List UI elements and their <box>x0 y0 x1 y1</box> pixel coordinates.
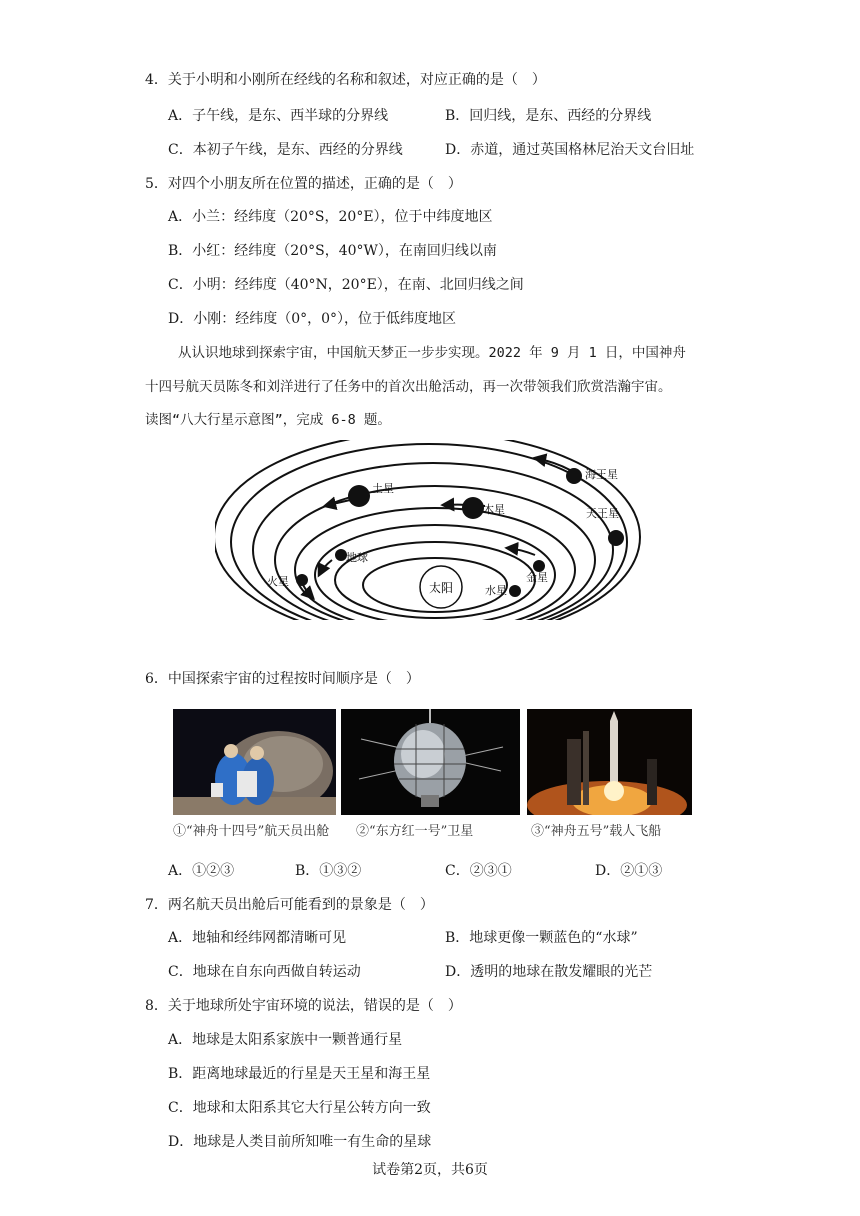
mercury <box>509 585 521 597</box>
mars <box>296 574 308 586</box>
q7-option-c: C．地球在自东向西做自转运动 <box>168 964 361 980</box>
mercury-label: 水星 <box>485 584 507 597</box>
photo-dfh1-satellite <box>341 709 520 815</box>
q6-option-b: B．①③② <box>295 863 362 879</box>
uranus <box>608 530 624 546</box>
q6-option-c: C．②③① <box>445 863 512 879</box>
q5-option-c: C．小明：经纬度（40°N，20°E），在南、北回归线之间 <box>168 277 524 293</box>
q5-option-d: D．小刚：经纬度（0°，0°），位于低纬度地区 <box>168 311 457 327</box>
q4-option-d: D．赤道，通过英国格林尼治天文台旧址 <box>445 142 695 158</box>
q5-stem: 5．对四个小朋友所在位置的描述，正确的是（ ） <box>145 176 462 192</box>
passage-line-2: 十四号航天员陈冬和刘洋进行了任务中的首次出舱活动，再一次带领我们欣赏浩瀚宇宙。 <box>145 379 672 395</box>
orbit-arrow <box>507 548 535 555</box>
q6-option-a: A．①②③ <box>168 863 235 879</box>
q4-stem: 4．关于小明和小刚所在经线的名称和叙述，对应正确的是（ ） <box>145 72 546 88</box>
venus-label: 金星 <box>526 571 548 584</box>
passage-line-1: 从认识地球到探索宇宙，中国航天梦正一步步实现。2022 年 9 月 1 日，中国神舟 <box>178 345 686 361</box>
q8-option-a: A．地球是太阳系家族中一颗普通行星 <box>168 1032 403 1048</box>
caption-1: ①“神舟十四号”航天员出舱 <box>173 824 330 839</box>
q6-stem: 6．中国探索宇宙的过程按时间顺序是（ ） <box>145 671 420 687</box>
jupiter <box>462 497 484 519</box>
q5-option-a: A．小兰：经纬度（20°S，20°E），位于中纬度地区 <box>168 209 493 225</box>
sun-label: 太阳 <box>428 581 454 595</box>
saturn <box>348 485 370 507</box>
q4-option-c: C．本初子午线，是东、西经的分界线 <box>168 142 403 158</box>
mars-label: 火星 <box>267 575 289 588</box>
q8-option-c: C．地球和太阳系其它大行星公转方向一致 <box>168 1100 431 1116</box>
q4-option-a: A．子午线，是东、西半球的分界线 <box>168 108 389 124</box>
orbit-arrow <box>319 560 332 575</box>
q5-option-b: B．小红：经纬度（20°S，40°W），在南回归线以南 <box>168 243 497 259</box>
orbit-arrow <box>535 458 570 470</box>
page-footer: 试卷第2页，共6页 <box>372 1162 488 1178</box>
earth-label: 地球 <box>346 551 368 564</box>
caption-3: ③“神舟五号”载人飞船 <box>531 824 662 839</box>
photo-astronauts-exit <box>173 709 336 815</box>
q7-option-b: B．地球更像一颗蓝色的“水球” <box>445 930 638 946</box>
neptune-label: 海王星 <box>585 468 618 481</box>
jupiter-label: 木星 <box>483 503 505 516</box>
q8-option-b: B．距离地球最近的行星是天王星和海王星 <box>168 1066 431 1082</box>
q4-option-b: B．回归线，是东、西经的分界线 <box>445 108 652 124</box>
q7-option-a: A．地轴和经纬网都清晰可见 <box>168 930 347 946</box>
q8-option-d: D．地球是人类目前所知唯一有生命的星球 <box>168 1134 432 1150</box>
saturn-label: 土星 <box>372 482 394 495</box>
photo-shenzhou5-launch <box>527 709 692 815</box>
neptune <box>566 468 582 484</box>
q7-option-d: D．透明的地球在散发耀眼的光芒 <box>445 964 653 980</box>
caption-2: ②“东方红一号”卫星 <box>356 824 474 839</box>
q6-option-d: D．②①③ <box>595 863 663 879</box>
q8-stem: 8．关于地球所处宇宙环境的说法，错误的是（ ） <box>145 998 462 1014</box>
q7-stem: 7．两名航天员出舱后可能看到的景象是（ ） <box>145 897 434 913</box>
solar-system-diagram <box>215 440 645 620</box>
uranus-label: 天王星 <box>586 507 619 520</box>
passage-line-3: 读图“八大行星示意图”，完成 6-8 题。 <box>145 412 391 428</box>
